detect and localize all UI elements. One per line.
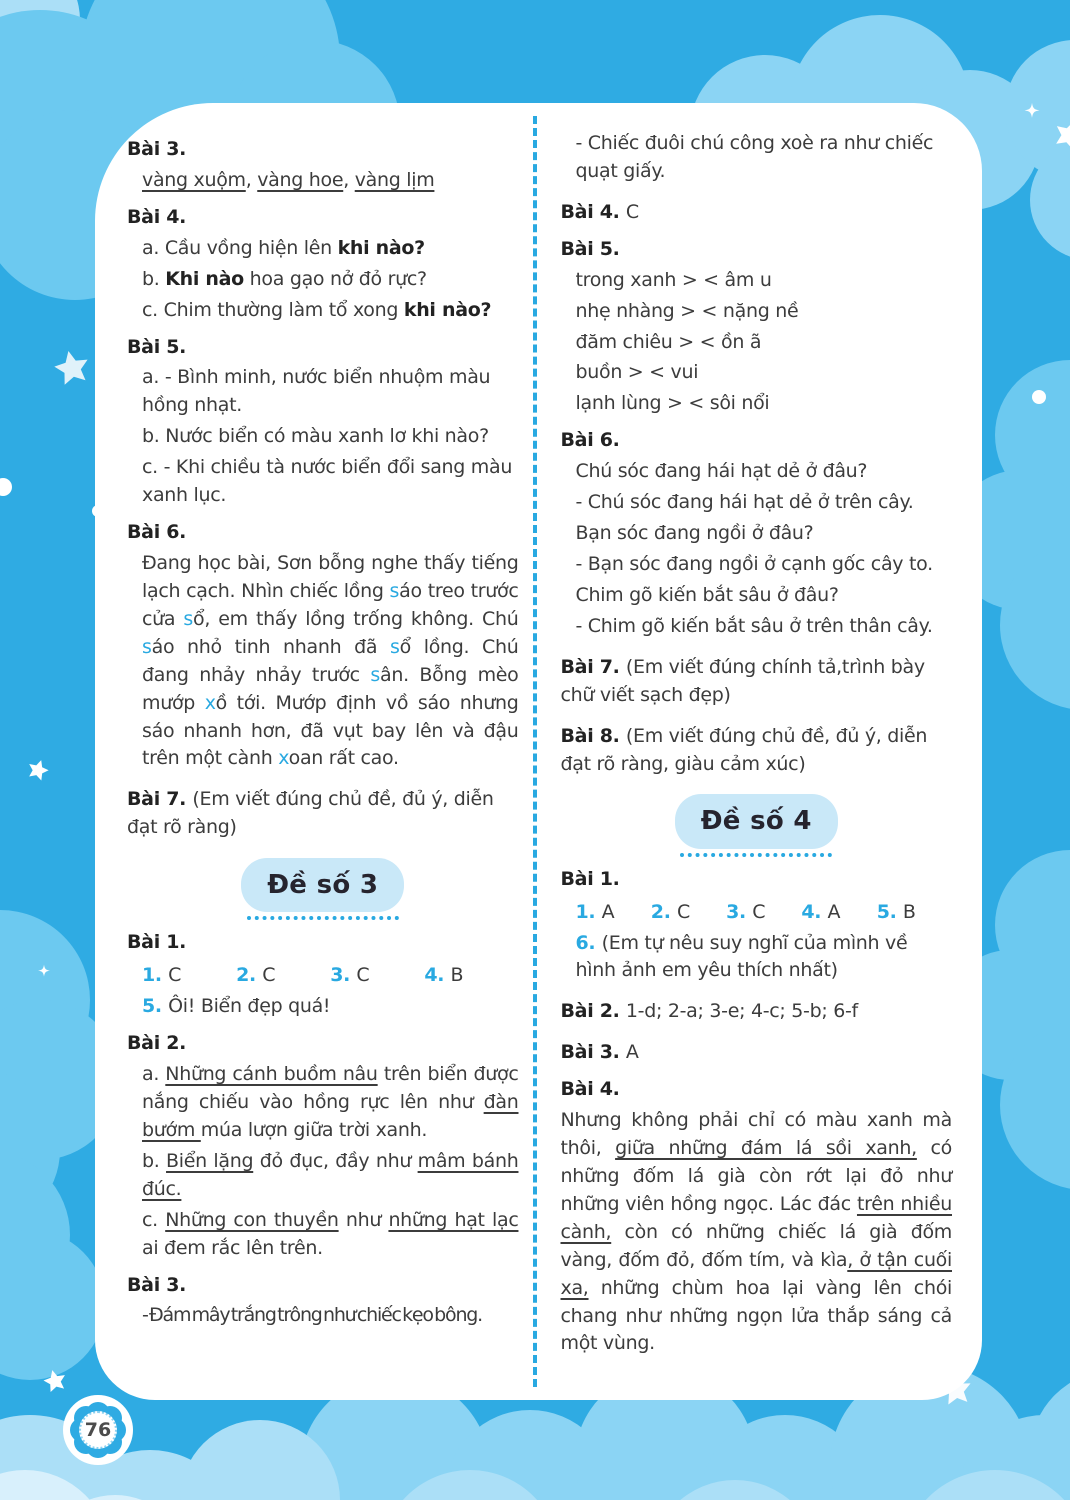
text-line: Đang học bài, Sơn bỗng nghe thấy tiếng lạch cạch. Nhìn chiếc lồng sáo treo trước cửa sổ, em thấy lồng trống không. Chú sáo nhỏ tinh nhanh đã sổ lồng. Chú đang nhảy nhảy trước sân. Bỗng mèo mướp xồ tới. Mướp định vồ sáo nhưng sáo nhanh hơn, đã vụt bay lên và đậu trên một cành xoan rất cao.	[142, 551, 519, 770]
answer-item	[576, 899, 651, 927]
answer-item	[651, 899, 726, 927]
text-line: trong xanh > < âm u	[575, 268, 772, 291]
answer-number: 1.	[575, 900, 602, 923]
answer-item	[424, 962, 518, 990]
test-section-badge	[127, 858, 519, 920]
answer-number: 5.	[876, 900, 903, 923]
text-line: a. Cầu vồng hiện lên khi nào?	[142, 236, 425, 259]
text-line: c. Những con thuyền như những hạt lạc ai đem rắc lên trên.	[142, 1208, 519, 1259]
text-line: a. - Bình minh, nước biển nhuộm màu hồng nhạt.	[142, 366, 491, 417]
answer-item	[877, 899, 952, 927]
text-line: - Bạn sóc đang ngồi ở cạnh gốc cây to.	[575, 552, 933, 575]
text-line: đăm chiêu > < ồn ã	[575, 330, 762, 353]
exercise-heading: Bài 6.	[560, 429, 620, 452]
page-number-badge	[66, 1398, 130, 1462]
text-line: b. Nước biển có màu xanh lơ khi nào?	[142, 425, 489, 448]
answer-letter: C	[168, 964, 182, 987]
answer-row	[127, 962, 519, 990]
answer-letter: C	[676, 900, 690, 923]
answer-sheet-card	[95, 103, 982, 1400]
text-line: Bài 8. (Em viết đúng chủ đề, đủ ý, diễn đạt rõ ràng, giàu cảm xúc)	[560, 724, 928, 775]
badge-dots	[247, 916, 399, 920]
answer-item	[801, 899, 876, 927]
answer-number: 2.	[236, 964, 263, 987]
exercise-heading: Bài 4.	[560, 1078, 620, 1101]
exercise-heading: Bài 3.	[127, 138, 187, 160]
left-column	[127, 127, 519, 1384]
text-line: b. Biển lặng đỏ đục, đầy như mâm bánh đúc.	[142, 1149, 519, 1200]
text-line: Bài 7. (Em viết đúng chính tả,trình bày chữ viết sạch đẹp)	[560, 655, 925, 706]
text-line: nhẹ nhàng > < nặng nề	[575, 299, 799, 322]
text-line: Bài 3. A	[560, 1041, 639, 1064]
dot-icon	[1032, 390, 1046, 404]
answer-letter: A	[601, 900, 615, 923]
text-line: Nhưng không phải chỉ có màu xanh mà thôi, giữa những đám lá sồi xanh, có những đốm lá già còn rớt lại đỏ như những viên hồng ngọc. Lác đác trên nhiều cành, còn có những chiếc lá già đốm vàng, đốm đỏ, đốm tím, và kìa, ở tận cuối xa, những chùm hoa lại vàng lên chói chang như những ngọn lửa thắp sáng cả một vùng.	[560, 1109, 952, 1355]
text-line: c. - Khi chiều tà nước biển đổi sang màu xanh lục.	[142, 456, 513, 507]
text-line: Bài 2. 1-d; 2-a; 3-e; 4-c; 5-b; 6-f	[560, 1000, 858, 1023]
answer-letter: A	[827, 900, 841, 923]
answer-letter: B	[450, 964, 464, 987]
badge-label: Đề số 4	[675, 794, 838, 848]
answer-number: 1.	[142, 964, 169, 987]
answer-letter: C	[356, 964, 370, 987]
text-line: - Đám mây trắng trông như chiếc kẹo bông.	[142, 1304, 482, 1327]
test-section-badge	[561, 794, 953, 856]
sparkle-icon	[1022, 102, 1042, 122]
exercise-heading: Bài 1.	[560, 867, 620, 890]
text-line: 6. (Em tự nêu suy nghĩ của mình về hình ảnh em yêu thích nhất)	[575, 931, 908, 982]
text-line: - Chiếc đuôi chú công xoè ra như chiếc quạt giấy.	[575, 132, 934, 182]
text-line: 5. Ôi! Biển đẹp quá!	[142, 995, 331, 1018]
page-number	[79, 1411, 117, 1449]
text-line: - Chú sóc đang hái hạt dẻ ở trên cây.	[575, 491, 914, 514]
answer-number: 3.	[330, 964, 357, 987]
answer-number: 4.	[801, 900, 828, 923]
text-line: Bạn sóc đang ngồi ở đâu?	[575, 522, 814, 545]
text-line: Bài 7. (Em viết đúng chủ đề, đủ ý, diễn đạt rõ ràng)	[127, 788, 494, 839]
text-line: b. Khi nào hoa gạo nở đỏ rực?	[142, 267, 427, 290]
answer-letter: B	[902, 900, 916, 923]
star-icon	[48, 344, 95, 391]
sparkle-icon	[36, 964, 52, 980]
exercise-heading: Bài 5.	[127, 335, 187, 358]
answer-item	[236, 962, 330, 990]
answer-row	[561, 899, 953, 927]
answer-number: 2.	[650, 900, 677, 923]
dot-icon	[0, 478, 12, 496]
cloud	[0, 1230, 105, 1380]
answer-number: 3.	[726, 900, 753, 923]
exercise-heading: Bài 6.	[127, 521, 187, 544]
answer-letter: C	[262, 964, 276, 987]
text-line: c. Chim thường làm tổ xong khi nào?	[142, 298, 492, 321]
text-line: a. Những cánh buồm nâu trên biển được nắng chiếu vào hồng rực lên như đàn bướm múa lượn giữa trời xanh.	[142, 1063, 519, 1141]
exercise-heading: Bài 3.	[127, 1273, 187, 1296]
right-column	[561, 127, 953, 1384]
text-line: lạnh lùng > < sôi nổi	[575, 392, 770, 415]
answer-number: 4.	[424, 964, 451, 987]
exercise-heading: Bài 5.	[560, 237, 620, 260]
badge-label: Đề số 3	[241, 858, 404, 912]
exercise-heading: Bài 2.	[127, 1032, 187, 1055]
text-line: - Chim gõ kiến bắt sâu ở trên thân cây.	[575, 614, 933, 637]
answer-item	[142, 962, 236, 990]
text-line: vàng xuộm, vàng hoe, vàng lịm	[142, 168, 435, 191]
page-number-label: 76	[84, 1419, 112, 1441]
text-line: Chim gõ kiến bắt sâu ở đâu?	[575, 583, 839, 606]
answer-item	[726, 899, 801, 927]
badge-dots	[680, 853, 832, 857]
text-line: Chú sóc đang hái hạt dẻ ở đâu?	[575, 460, 868, 483]
answer-item	[330, 962, 424, 990]
text-line: Bài 4. C	[560, 200, 639, 223]
exercise-heading: Bài 4.	[127, 205, 187, 228]
text-line: buồn > < vui	[575, 361, 699, 384]
exercise-heading: Bài 1.	[127, 931, 187, 954]
answer-letter: C	[752, 900, 766, 923]
star-icon	[23, 755, 53, 785]
